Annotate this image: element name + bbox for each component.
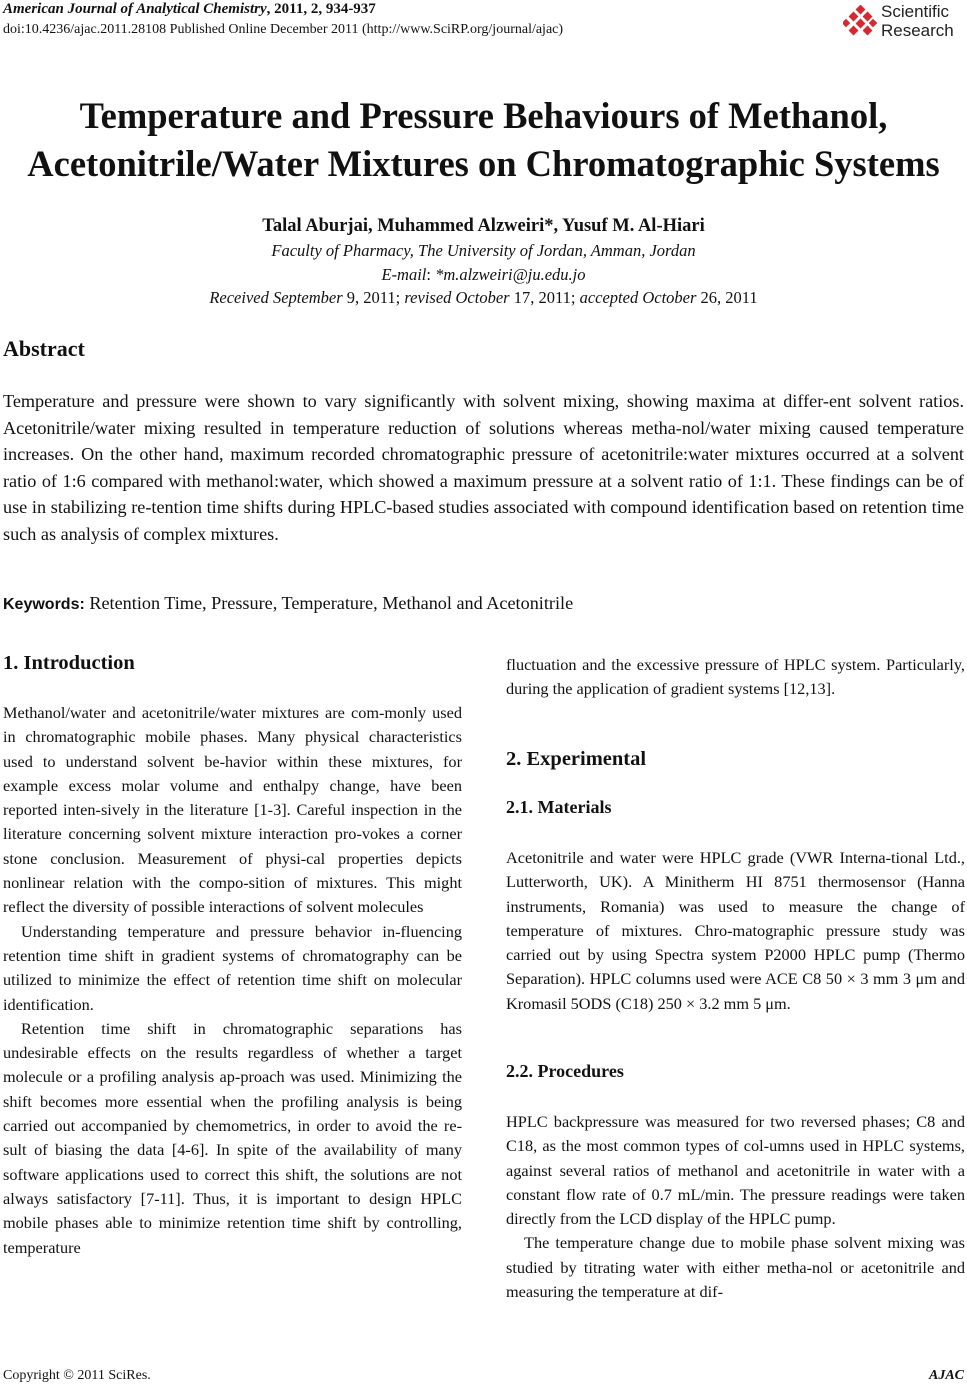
procedures-column: [506, 1110, 965, 1304]
paper-title: [0, 92, 967, 188]
accepted-label: accepted October: [579, 288, 697, 307]
email-line: E-mail: *m.alzweiri@ju.edu.jo: [381, 265, 586, 284]
section-heading-experimental: 2. Experimental: [506, 748, 647, 770]
publisher-logo-mark-icon: [843, 5, 877, 39]
paper-title-line-2: Acetonitrile/Water Mixtures on Chromatographic Systems: [27, 143, 940, 184]
keywords-line: [3, 593, 573, 614]
abstract-heading: Abstract: [3, 336, 85, 361]
materials-paragraph: Acetonitrile and water were HPLC grade (VWR Interna-tional Ltd., Lutterworth, UK). A Minitherm HI 8751 thermosensor (Hanna instruments, Romania) was used to measure the change of temperature of mixtures. Chro-matographic pressure study was carried out by using Spectra system P2000 HPLC pump (Thermo Separation). HPLC columns used were ACE C8 50 × 3 mm 3 μm and Kromasil 5ODS (C18) 250 × 3.2 mm 5 μm.: [506, 848, 965, 1013]
intro-continuation: fluctuation and the excessive pressure of HPLC system. Particularly, during the application of gradient systems [12,13].: [506, 655, 965, 699]
subsection-heading-procedures: 2.2. Procedures: [506, 1061, 624, 1081]
left-column: [3, 701, 462, 1260]
intro-paragraph-3: Retention time shift in chromatographic separations has undesirable effects on the results regardless of whether a target molecule or a profiling analysis ap-proach was used. Minimizing the shift becomes more essential when the profiling analysis is being carried out accompanied by chemometrics, in order to avoid the re-sult of biasing the data [4-6]. In spite of the availability of many software applications used to correct this shift, the solutions are not always satisfactory [7-11]. Thus, it is important to design HPLC mobile phases able to minimize retention time shift by controlling, temperature: [3, 1018, 462, 1257]
keywords-list: Retention Time, Pressure, Temperature, Methanol and Acetonitrile: [84, 593, 574, 613]
procedures-paragraph-2: The temperature change due to mobile phase solvent mixing was studied by titrating water with either metha-nol or acetonitrile and measuring the temperature at dif-: [506, 1233, 965, 1302]
journal-abbreviation: AJAC: [928, 1368, 964, 1383]
revised-label: revised October: [404, 288, 510, 307]
journal-volume-pages: , 2011, 2, 934-937: [266, 1, 376, 17]
journal-citation: [3, 1, 376, 18]
received-line: [0, 288, 967, 308]
received-date: 9, 2011;: [342, 288, 405, 307]
email-label: E-mail: [381, 265, 427, 284]
copyright-notice: Copyright © 2011 SciRes.: [3, 1368, 151, 1383]
received-label: Received September: [209, 288, 343, 307]
logo-word-research: Research: [881, 21, 954, 40]
subsection-heading-materials: 2.1. Materials: [506, 797, 612, 817]
journal-name: American Journal of Analytical Chemistry: [3, 1, 267, 17]
paper-title-line-1: Temperature and Pressure Behaviours of Methanol,: [79, 95, 888, 136]
intro-paragraph-1: Methanol/water and acetonitrile/water mixtures are com-monly used in chromatographic mobile phases. Many physical characteristics used to understand solvent be-havior within these mixtures, for example excess molar volume and enthalpy change, have been reported inten-sively in the literature [1-3]. Careful inspection in the literature concerning solvent mixture interaction pro-vokes a corner stone conclusion. Measurement of physi-cal properties depicts nonlinear relation with the compo-sition of mixtures. This might reflect the diversity of possible interactions of solvent molecules: [3, 703, 462, 917]
authors: Talal Aburjai, Muhammed Alzweiri*, Yusuf M. Al-Hiari: [262, 216, 705, 236]
procedures-paragraph-1: HPLC backpressure was measured for two reversed phases; C8 and C18, as the most common types of col-umns used in HPLC systems, against several ratios of methanol and acetonitrile in water with a constant flow rate of 0.7 mL/min. The pressure readings were taken directly from the LCD display of the HPLC pump.: [506, 1112, 965, 1229]
affiliation: Faculty of Pharmacy, The University of Jordan, Amman, Jordan: [271, 241, 696, 260]
abstract-text: Temperature and pressure were shown to vary significantly with solvent mixing, showing maxima at differ-ent solvent ratios. Acetonitrile/water mixing resulted in temperature reduction of solutions whereas metha-nol/water mixing caused temperature increases. On the other hand, maximum recorded chromatographic pressure of acetonitrile:water mixtures occurred at a solvent ratio of 1:6 compared with methanol:water, which showed a maximum pressure at a solvent ratio of 1:1. These findings can be of use in stabilizing re-tention time shifts during HPLC-based studies associated with compound identification based on retention time such as analysis of complex mixtures.: [3, 391, 964, 544]
section-heading-introduction: 1. Introduction: [3, 652, 135, 674]
accepted-date: 26, 2011: [696, 288, 758, 307]
email-value: *m.alzweiri@ju.edu.jo: [435, 265, 586, 284]
keywords-label: Keywords:: [3, 596, 85, 613]
publisher-logo: [841, 2, 961, 42]
revised-date: 17, 2011;: [509, 288, 580, 307]
logo-word-scientific: Scientific: [881, 2, 950, 21]
doi-line: doi:10.4236/ajac.2011.28108 Published Online December 2011 (http://www.SciRP.org/journal/ajac): [3, 22, 564, 37]
intro-paragraph-2: Understanding temperature and pressure behavior in-fluencing retention time shift in gradient systems of chromatography can be utilized to minimize the effect of retention time shift on molecular identification.: [3, 921, 462, 1014]
